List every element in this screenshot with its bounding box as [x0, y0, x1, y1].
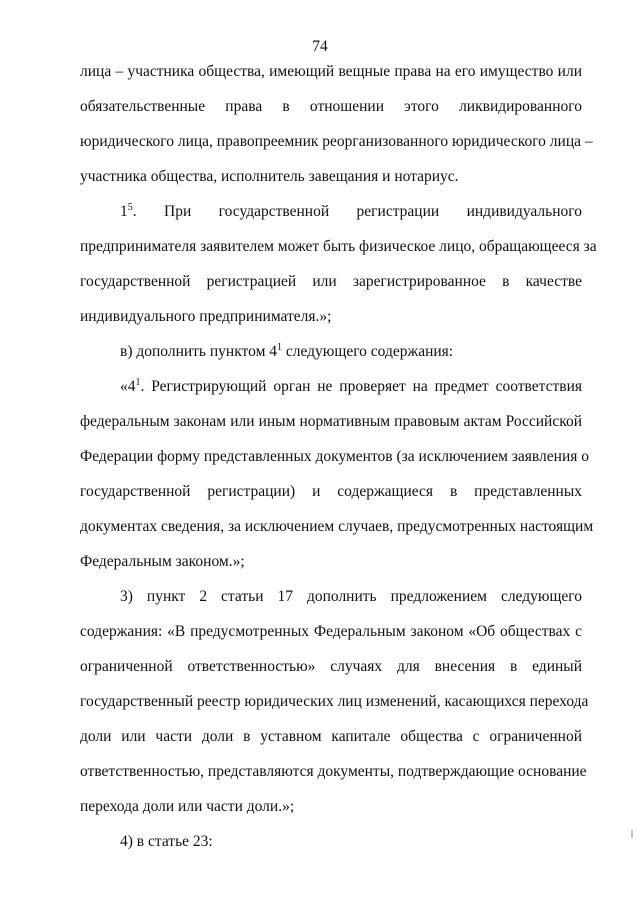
- text-line: обязательственные права в отношении этого ликвидированного: [80, 98, 582, 115]
- text-line: Федерации форму представленных документов (за исключением заявления о: [80, 448, 589, 465]
- text-line: лица – участника общества, имеющий вещные права на его имущество или: [80, 63, 582, 80]
- text-line: содержания: «В предусмотренных Федеральным законом «Об обществах с: [80, 623, 582, 640]
- text-line: государственной регистрации) и содержащиеся в представленных: [80, 483, 582, 500]
- text-line: индивидуального предпринимателя.»;: [80, 308, 332, 325]
- text-line: Федеральным законом.»;: [80, 553, 245, 570]
- text-line: федеральным законам или иным нормативным правовым актам Российской: [80, 413, 582, 430]
- text-line: $1^5$. При государственной регистрации индивидуального: [120, 201, 582, 220]
- scan-edge-mark: [631, 830, 633, 838]
- text-line: 4) в статье 23:: [120, 833, 213, 850]
- text-line: «$4^1$. Регистрирующий орган не проверяет на предмет соответствия: [120, 376, 582, 395]
- text-line: доли или части доли в уставном капитале общества с ограниченной: [80, 728, 582, 745]
- text-line: государственной регистрацией или зарегистрированное в качестве: [80, 273, 582, 290]
- text-line: в) дополнить пунктом $4^1$ следующего содержания:: [120, 341, 454, 360]
- text-line: 3) пункт 2 статьи 17 дополнить предложением следующего: [120, 588, 582, 605]
- page-number: 74: [312, 38, 328, 55]
- text-line: юридического лица, правопреемник реорганизованного юридического лица –: [80, 133, 593, 150]
- text-line: участника общества, исполнитель завещания и нотариус.: [80, 168, 459, 185]
- text-line: предпринимателя заявителем может быть физическое лицо, обращающееся за: [80, 238, 597, 255]
- text-line: перехода доли или части доли.»;: [80, 798, 295, 815]
- text-line: государственный реестр юридических лиц изменений, касающихся перехода: [80, 693, 589, 710]
- text-line: документах сведения, за исключением случаев, предусмотренных настоящим: [80, 518, 594, 535]
- text-line: ограниченной ответственностью» случаях для внесения в единый: [80, 658, 582, 675]
- text-line: ответственностью, представляются документы, подтверждающие основание: [80, 763, 587, 780]
